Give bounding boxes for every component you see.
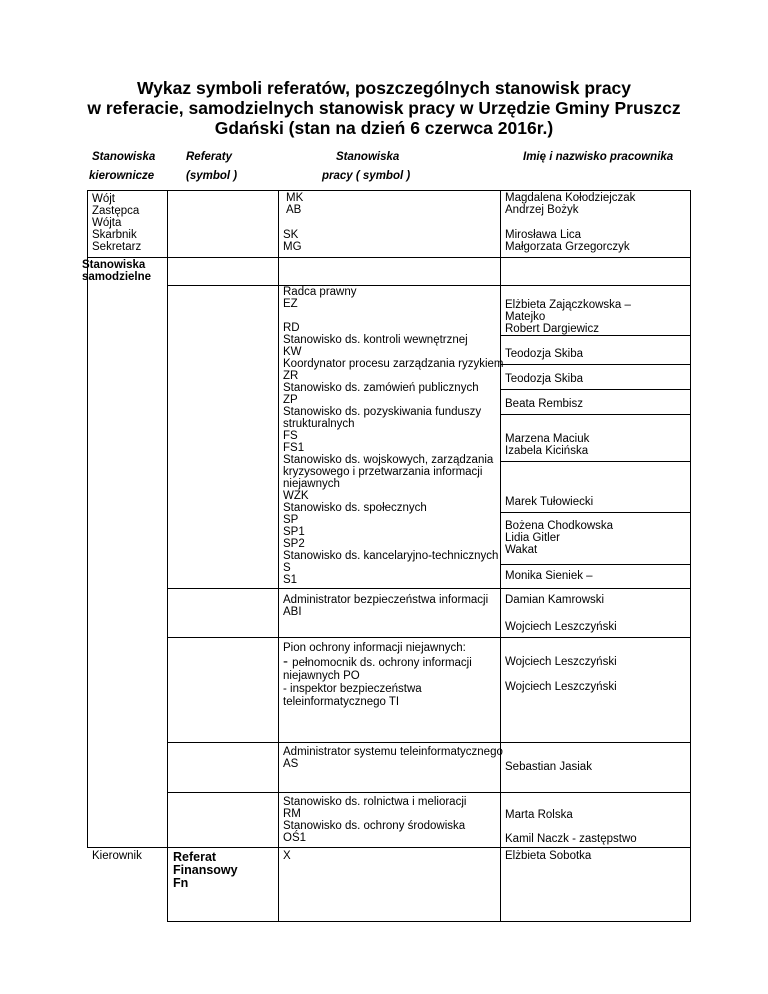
header-col2-line2: (symbol ) [186,170,238,182]
position-line: KW [283,346,302,358]
finance-symbol: X [283,850,291,862]
position-line: SP [283,514,299,526]
position-line: Koordynator procesu zarządzania ryzykiem [283,358,504,370]
finance-referat: Referat [173,850,217,864]
leader-name: Magdalena Kołodziejczak [505,192,636,204]
employee-name: Sebastian Jasiak [505,761,592,773]
protection-plenipotentiary: pełnomocnik ds. ochrony informacji [292,657,472,669]
finance-referat: Fn [173,876,189,890]
header-col3-line2: pracy ( symbol ) [322,170,411,182]
independent-label: samodzielne [82,271,152,283]
header-col3-line1: Stanowiska [336,151,400,163]
leader-title: Wójta [92,217,122,229]
leader-symbol: MG [283,241,302,253]
leader-title: Zastępca [92,205,140,217]
employee-name: Teodozja Skiba [505,373,583,385]
employee-name: Robert Dargiewicz [505,323,599,335]
position-line: OŚ1 [283,832,307,844]
header-col1-line2: kierownicze [89,170,155,182]
leader-symbol: AB [286,204,302,216]
position-line: Stanowisko ds. kontroli wewnętrznej [283,334,468,346]
leader-title: Skarbnik [92,229,137,241]
position-line: ZP [283,394,298,406]
protection-line: - inspektor bezpieczeństwa [283,683,422,695]
position-line: kryzysowego i przetwarzania informacji [283,466,483,478]
employee-name: Beata Rembisz [505,398,583,410]
position-line: Stanowisko ds. wojskowych, zarządzania [283,454,494,466]
header-col1-line1: Stanowiska [92,151,156,163]
employee-name: Wojciech Leszczyński [505,621,617,633]
employee-name: Kamil Naczk - zastępstwo [505,833,637,845]
employee-name: Damian Kamrowski [505,594,605,606]
position-line: AS [283,758,299,770]
employee-name: Teodozja Skiba [505,348,583,360]
leader-title: Sekretarz [92,241,142,253]
employee-name: Marta Rolska [505,809,573,821]
employee-name: Bożena Chodkowska [505,520,614,532]
position-line: FS [283,430,298,442]
leader-symbol: MK [286,192,304,204]
position-line: WZK [283,490,309,502]
leader-symbol: SK [283,229,299,241]
title-line-1: Wykaz symboli referatów, poszczególnych stanowisk pracy [136,78,632,98]
position-line: strukturalnych [283,418,355,430]
position-line: Administrator bezpieczeństwa informacji [283,594,489,606]
position-line: Stanowisko ds. kancelaryjno-technicznych [283,550,499,562]
employee-name: Elżbieta Sobotka [505,850,592,862]
position-line: S1 [283,574,298,586]
employee-name: Matejko [505,311,546,323]
leader-title: Wójt [92,193,115,205]
position-line: Stanowisko ds. pozyskiwania funduszy [283,406,482,418]
position-line: Administrator systemu teleinformatycznego [283,746,503,758]
position-line: niejawnych [283,478,340,490]
header-col4-line1: Imię i nazwisko pracownika [523,151,674,163]
title-line-2: w referacie, samodzielnych stanowisk pracy w Urzędzie Gminy Pruszcz [87,98,681,118]
protection-line: - pełnomocnik ds. ochrony informacji [283,653,472,670]
leader-name: Małgorzata Grzegorczyk [505,241,630,253]
protection-line: Pion ochrony informacji niejawnych: [283,642,466,654]
employee-name: Marzena Maciuk [505,433,590,445]
finance-head: Kierownik [92,850,142,862]
employee-name: Wojciech Leszczyński [505,656,617,668]
position-line: Stanowisko ds. rolnictwa i melioracji [283,796,467,808]
protection-line: niejawnych PO [283,670,360,682]
finance-referat: Finansowy [173,863,238,877]
independent-label: Stanowiska [82,259,146,271]
employee-name: Marek Tułowiecki [505,496,594,508]
position-line: RM [283,808,301,820]
position-line: Radca prawny [283,286,357,298]
position-line: ABI [283,606,302,618]
leader-name: Andrzej Bożyk [505,204,579,216]
employee-name: Izabela Kicińska [505,445,589,457]
employee-name: Wojciech Leszczyński [505,681,617,693]
header-col2-line1: Referaty [186,151,233,163]
title-line-3: Gdański (stan na dzień 6 czerwca 2016r.) [214,118,554,138]
position-line: Stanowisko ds. zamówień publicznych [283,382,479,394]
position-line: SP1 [283,526,305,538]
position-line: SP2 [283,538,305,550]
document-title [60,78,708,138]
position-line: S [283,562,291,574]
employee-name: Wakat [505,544,538,556]
leader-name: Mirosława Lica [505,229,582,241]
position-line: Stanowisko ds. społecznych [283,502,427,514]
position-line: RD [283,322,300,334]
employee-name: Monika Sieniek – [505,570,593,582]
position-line: FS1 [283,442,305,454]
position-line: Stanowisko ds. ochrony środowiska [283,820,466,832]
employee-name: Elżbieta Zajączkowska – [505,299,631,311]
employee-name: Lidia Gitler [505,532,560,544]
position-line: EZ [283,298,298,310]
protection-line: teleinformatycznego TI [283,696,400,708]
position-line: ZR [283,370,299,382]
